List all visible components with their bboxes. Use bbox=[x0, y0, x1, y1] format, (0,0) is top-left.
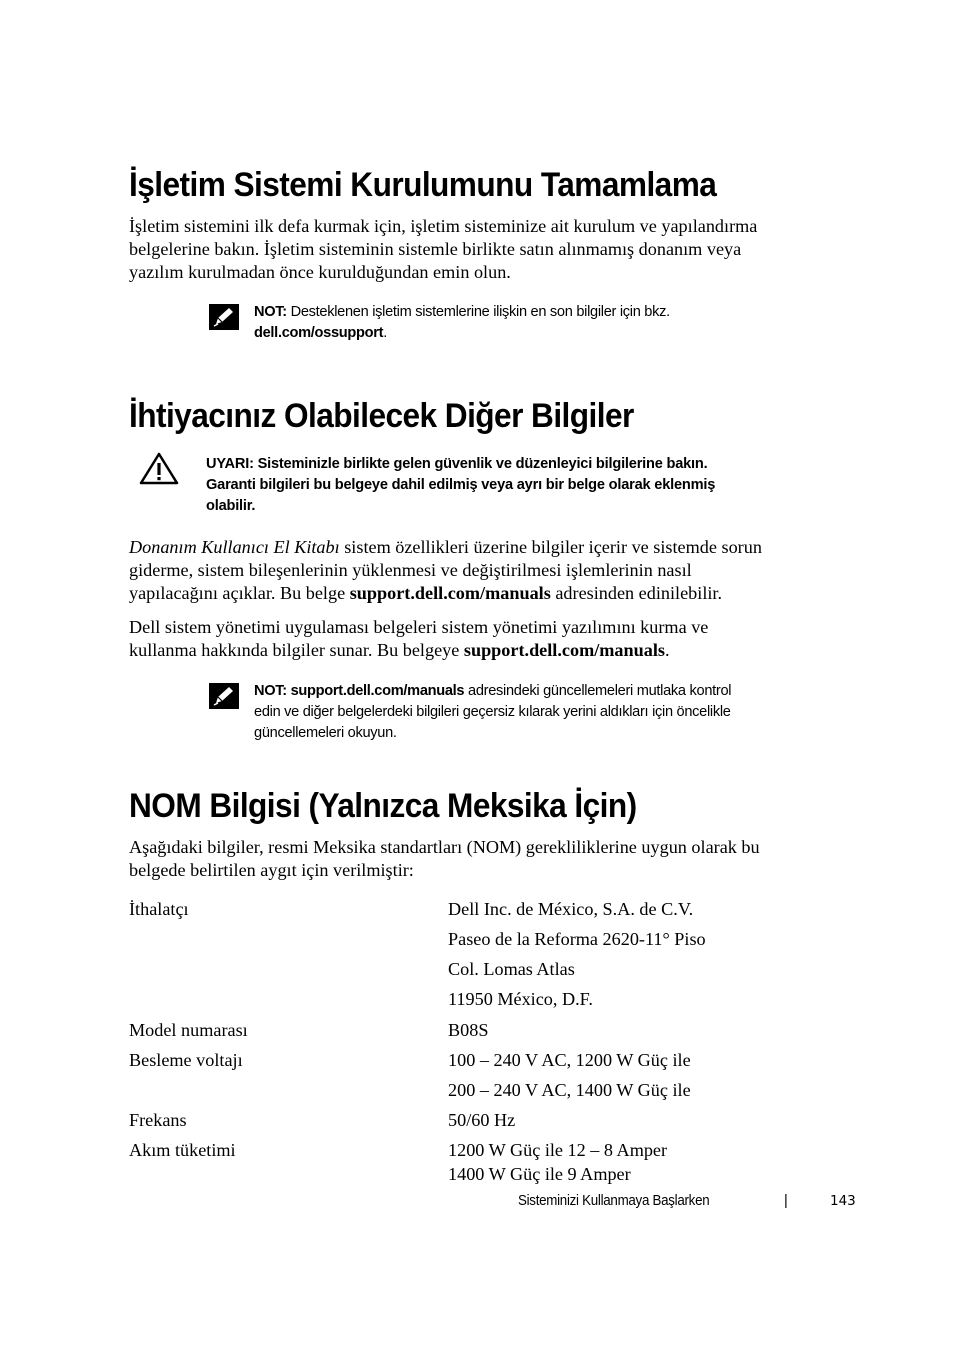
warning-line: UYARI: Sisteminizle birlikte gelen güvenlik ve düzenleyici bilgilerine bakın. bbox=[206, 456, 708, 472]
paragraph-line: giderme, sistem bileşenlerinin yüklenmesi ve değiştirilmesi işlemlerinin nasıl bbox=[129, 560, 692, 580]
manuals-link[interactable]: support.dell.com/manuals bbox=[349, 583, 551, 603]
note-tail: . bbox=[383, 325, 387, 341]
warning-triangle-icon bbox=[139, 452, 179, 486]
note-body: güncellemeleri okuyun. bbox=[254, 725, 397, 741]
note-pencil-icon bbox=[209, 304, 239, 330]
paragraph-line: kullanma hakkında bilgiler sunar. Bu belgeye bbox=[129, 640, 464, 660]
warning-line: olabilir. bbox=[206, 498, 256, 514]
spec-value: 200 – 240 V AC, 1400 W Güç ile bbox=[448, 1080, 691, 1100]
spec-label: Model numarası bbox=[129, 1020, 248, 1040]
section-title-other-info: İhtiyacınız Olabilecek Diğer Bilgiler bbox=[129, 397, 634, 435]
section-title-os-setup: İşletim Sistemi Kurulumunu Tamamlama bbox=[129, 166, 717, 204]
spec-value: 1200 W Güç ile 12 – 8 Amper bbox=[448, 1140, 668, 1160]
paragraph-line: Dell sistem yönetimi uygulaması belgeleri sistem yönetimi yazılımını kurma ve bbox=[129, 617, 709, 637]
warning-line: Garanti bilgileri bu belgeye dahil edilmiş veya ayrı bir belge olarak eklenmiş bbox=[206, 477, 716, 493]
note-body: Desteklenen işletim sistemlerine ilişkin en son bilgiler için bkz. bbox=[286, 304, 670, 320]
spec-value: B08S bbox=[448, 1020, 489, 1040]
paragraph-line: sistem özellikleri üzerine bilgiler içerir ve sistemde sorun bbox=[339, 537, 762, 557]
spec-value: Col. Lomas Atlas bbox=[448, 959, 575, 979]
spec-label: Frekans bbox=[129, 1110, 187, 1130]
paragraph-line: . bbox=[664, 640, 670, 660]
spec-row bbox=[129, 1164, 845, 1194]
paragraph-line: belgelerine bakın. İşletim sisteminin sistemle birlikte satın alınmamış donanım veya bbox=[129, 239, 742, 259]
note-text bbox=[254, 302, 844, 344]
spec-row bbox=[129, 929, 845, 959]
spec-value: Dell Inc. de México, S.A. de C.V. bbox=[448, 899, 694, 919]
hardware-manual-paragraph bbox=[129, 536, 845, 605]
spec-label: Akım tüketimi bbox=[129, 1140, 236, 1160]
warning-text bbox=[206, 454, 846, 517]
note-body: edin ve diğer belgelerdeki bilgileri geçersiz kılarak yerini aldıkları için öncelikle bbox=[254, 704, 731, 720]
spec-value: 1400 W Güç ile 9 Amper bbox=[448, 1164, 631, 1184]
spec-row bbox=[129, 1110, 845, 1140]
spec-row bbox=[129, 959, 845, 989]
os-setup-paragraph bbox=[129, 215, 845, 284]
os-support-link[interactable]: dell.com/ossupport bbox=[254, 325, 384, 341]
system-management-paragraph bbox=[129, 616, 845, 662]
section-title-nom-info: NOM Bilgisi (Yalnızca Meksika İçin) bbox=[129, 787, 637, 825]
note-pencil-icon bbox=[209, 683, 239, 709]
spec-row bbox=[129, 989, 845, 1019]
note-body: adresindeki güncellemeleri mutlaka kontrol bbox=[464, 683, 732, 699]
spec-row bbox=[129, 1020, 845, 1050]
footer-title: Sisteminizi Kullanmaya Başlarken bbox=[518, 1193, 710, 1209]
note-label: NOT: bbox=[254, 304, 287, 320]
paragraph-line: İşletim sistemini ilk defa kurmak için, işletim sisteminize ait kurulum ve yapılandırma bbox=[129, 216, 758, 236]
paragraph-line: adresinden edinilebilir. bbox=[550, 583, 723, 603]
note-label: NOT: bbox=[254, 683, 287, 699]
manual-title: Donanım Kullanıcı El Kitabı bbox=[129, 537, 340, 557]
paragraph-line: yazılım kurulmadan önce kurulduğundan emin olun. bbox=[129, 262, 511, 282]
paragraph-line: belgede belirtilen aygıt için verilmiştir: bbox=[129, 860, 414, 880]
footer-separator: | bbox=[784, 1193, 788, 1209]
spec-row bbox=[129, 899, 845, 929]
spec-label: İthalatçı bbox=[129, 899, 189, 919]
page-footer bbox=[518, 1193, 858, 1217]
paragraph-line: yapılacağını açıklar. Bu belge bbox=[129, 583, 350, 603]
manuals-link[interactable]: support.dell.com/manuals bbox=[286, 683, 465, 699]
paragraph-line: Aşağıdaki bilgiler, resmi Meksika standartları (NOM) gerekliliklerine uygun olarak bu bbox=[129, 837, 760, 857]
spec-row bbox=[129, 1080, 845, 1110]
note-text bbox=[254, 681, 844, 744]
spec-row bbox=[129, 1050, 845, 1080]
spec-value: 100 – 240 V AC, 1200 W Güç ile bbox=[448, 1050, 691, 1070]
manuals-link[interactable]: support.dell.com/manuals bbox=[463, 640, 665, 660]
spec-value: 50/60 Hz bbox=[448, 1110, 516, 1130]
spec-value: 11950 México, D.F. bbox=[448, 989, 593, 1009]
spec-value: Paseo de la Reforma 2620-11° Piso bbox=[448, 929, 706, 949]
nom-paragraph bbox=[129, 836, 845, 882]
page-number: 143 bbox=[830, 1193, 856, 1209]
spec-label: Besleme voltajı bbox=[129, 1050, 243, 1070]
